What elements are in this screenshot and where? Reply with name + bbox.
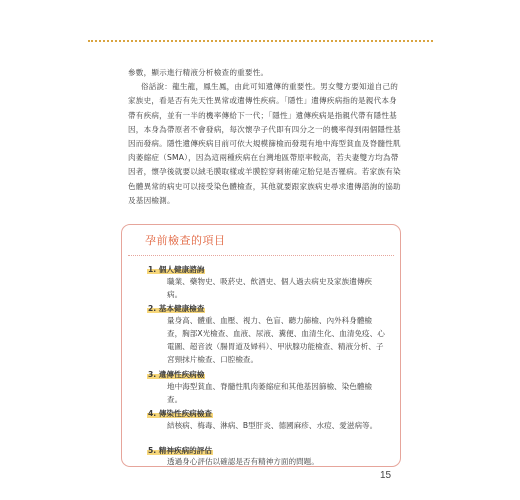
item-heading-2 (147, 303, 205, 314)
item-heading-5-text: 5. 精神疾病的評估 (148, 446, 212, 455)
item-body-1: 職業、藥物史、吸菸史、飲酒史、個人過去病史及家族遺傳疾病。 (167, 277, 373, 299)
body-text (128, 66, 403, 208)
box-title: 孕前檢查的項目 (145, 234, 226, 247)
item-heading-3 (147, 369, 205, 380)
paragraph-1: 參數，顯示進行精液分析檢查的重要性。 (128, 68, 269, 77)
item-heading-3-text: 3. 遺傳性疾病檢 (148, 370, 205, 379)
item-heading-4 (147, 408, 213, 419)
item-heading-4-text: 4. 傳染性疾病檢查 (148, 409, 212, 418)
item-body-5: 透過身心評估以確認是否有精神方面的問題。 (167, 457, 319, 466)
paragraph-2: 俗話說：龍生龍，鳳生鳳，由此可知遺傳的重要性。男女雙方要知道自己的家族史，看是否有先天性異常或遺傳性疾病。「隱性」遺傳疾病指的是親代本身帶有疾病，並有一半的機率傳給下一代；「隱性」遺傳疾病是指親代帶有隱性基因，本身為帶原者不會發病，每次懷孕子代即有四分之一的機率得到兩個隱性基因而發病。隱性遺傳疾病目前可依大規模篩檢而發現有地中海型貧血及脊髓性肌肉萎縮症（SMA），因為這兩種疾病在台灣地區帶原率較高，若夫妻雙方均為帶因者，懷孕後就要以絨毛膜取樣或羊膜腔穿刺術確定胎兒是否罹病。若家族有染色體異常的病史可以接受染色體檢查，其他就要跟家族病史尋求遺傳諮詢的協助及基因檢測。 (128, 82, 401, 205)
item-body-3: 地中海型貧血、脊髓性肌肉萎縮症和其他基因篩檢、染色體檢查。 (167, 382, 373, 404)
item-heading-1 (147, 264, 205, 275)
box-title-rule (128, 255, 394, 256)
item-heading-2-text: 2. 基本健康檢查 (148, 304, 205, 313)
item-body-4: 結核病、梅毒、淋病、B型肝炎、德國麻疹、水痘、愛滋病等。 (167, 421, 378, 430)
item-body-2: 量身高、體重、血壓、視力、色盲、聽力篩檢、內外科身體檢查，胸部X光檢查、血液、尿液、糞便、血清生化、血清免疫、心電圖、超音波（腸胃道及婦科）、甲狀腺功能檢查、精液分析、子宮頸抹片檢查、口腔檢查。 (167, 316, 385, 364)
page-number: 15 (380, 470, 392, 481)
top-dotted-rule (88, 40, 433, 42)
item-heading-1-text: 1. 個人健康諮詢 (148, 265, 205, 274)
